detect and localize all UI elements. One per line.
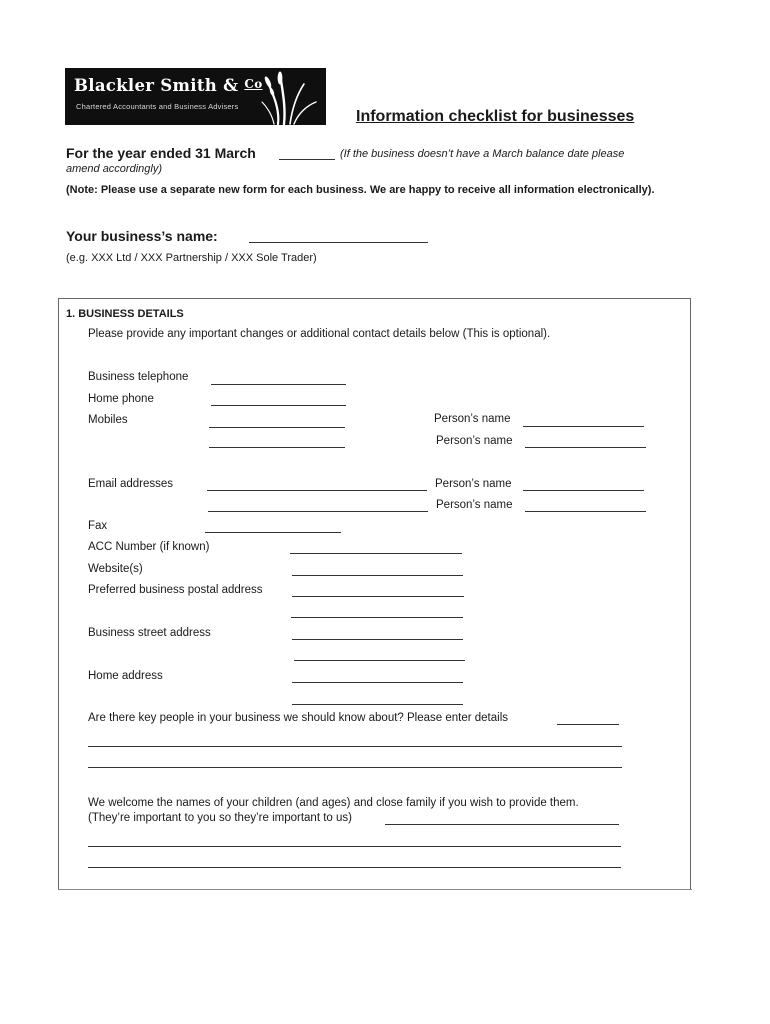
mobile-1-field[interactable] [209,427,345,428]
mobiles-label: Mobiles [88,414,128,426]
home-address-label: Home address [88,670,163,682]
key-people-field-1[interactable] [88,746,622,747]
websites-label: Website(s) [88,563,143,575]
email-2-field[interactable] [208,511,428,512]
family-label-continued: (They’re important to you so they’re important to us) [88,812,352,824]
company-logo [65,68,326,125]
mobile-1-persons-name-label: Person’s name [434,413,511,425]
home-phone-field[interactable] [211,405,346,406]
logo-co-text: Co [244,77,263,91]
mobile-2-persons-name-field[interactable] [525,447,646,448]
fax-field[interactable] [205,532,341,533]
section-heading: 1. BUSINESS DETAILS [66,308,184,320]
acc-number-field[interactable] [290,553,462,554]
key-people-field-inline[interactable] [557,724,619,725]
year-ended-label: For the year ended 31 March [66,145,256,161]
year-ended-note: (If the business doesn’t have a March balance date please [340,148,625,160]
postal-address-label: Preferred business postal address [88,584,263,596]
year-ended-field[interactable] [279,159,335,160]
email-2-persons-name-field[interactable] [525,511,646,512]
acc-number-label: ACC Number (if known) [88,541,210,553]
email-2-persons-name-label: Person’s name [436,499,513,511]
email-1-persons-name-label: Person’s name [435,478,512,490]
logo-name-text: Blackler Smith & [74,76,239,95]
business-telephone-label: Business telephone [88,371,189,383]
key-people-label: Are there key people in your business we should know about? Please enter details [88,712,509,724]
fax-label: Fax [88,520,108,532]
street-address-field-2[interactable] [294,660,465,661]
grass-logo-icon [260,70,320,125]
separate-form-note: (Note: Please use a separate new form for each business. We are happy to receive all information electronically). [66,184,655,196]
business-telephone-field[interactable] [211,384,346,385]
email-addresses-label: Email addresses [88,478,174,490]
family-field-1[interactable] [88,846,621,847]
family-label: We welcome the names of your children (and ages) and close family if you wish to provide them. [88,797,579,809]
postal-address-field-2[interactable] [291,617,463,618]
mobile-1-persons-name-field[interactable] [523,426,644,427]
street-address-label: Business street address [88,627,211,639]
postal-address-field-1[interactable] [292,596,464,597]
year-ended-note-continued: amend accordingly) [66,163,162,175]
section-bottom-border [58,889,692,890]
key-people-field-2[interactable] [88,767,622,768]
business-name-label: Your business’s name: [66,228,218,244]
street-address-field-1[interactable] [292,639,463,640]
email-1-persons-name-field[interactable] [523,490,644,491]
family-field-inline[interactable] [385,824,619,825]
logo-name [74,76,263,95]
websites-field[interactable] [292,575,463,576]
mobile-2-field[interactable] [209,447,345,448]
home-phone-label: Home phone [88,393,154,405]
family-field-2[interactable] [88,867,621,868]
mobile-2-persons-name-label: Person’s name [436,435,513,447]
home-address-field-1[interactable] [292,682,463,683]
page-title: Information checklist for businesses [356,108,635,125]
home-address-field-2[interactable] [292,704,463,705]
logo-tagline: Chartered Accountants and Business Advisers [76,102,239,111]
section-intro: Please provide any important changes or additional contact details below (This is optional). [88,328,551,340]
business-name-example: (e.g. XXX Ltd / XXX Partnership / XXX Sole Trader) [66,252,317,264]
email-1-field[interactable] [207,490,427,491]
business-name-field[interactable] [249,242,428,243]
